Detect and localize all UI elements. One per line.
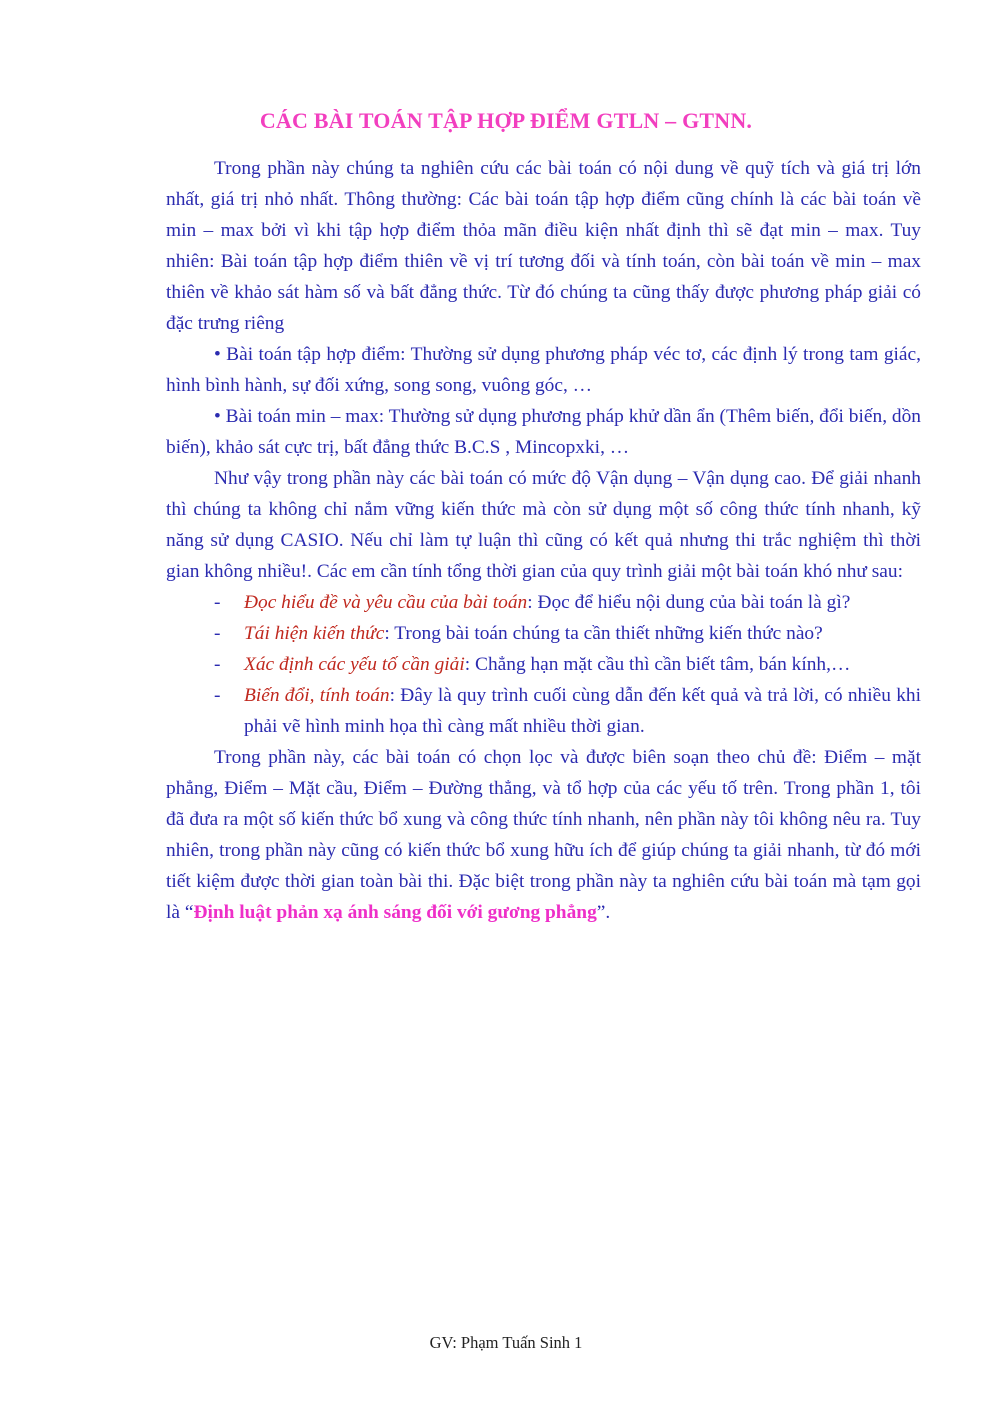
intro-paragraph: Trong phần này chúng ta nghiên cứu các bài toán có nội dung về quỹ tích và giá trị lớn nhất, giá trị nhỏ nhất. Thông thường: Các bài toán tập hợp điểm cũng chính là các bài toán về min – max bởi vì khi tập hợp điểm thỏa mãn điều kiện nhất định thì sẽ đạt min – max. Tuy nhiên: Bài toán tập hợp điểm thiên về vị trí tương đối và tính toán, còn bài toán về min – max thiên về khảo sát hàm số và bất đẳng thức. Từ đó chúng ta cũng thấy được phương pháp giải có đặc trưng riêng xyxy=(166,158,921,334)
step-term: Xác định các yếu tố cần giải xyxy=(244,654,465,675)
dash-marker: - xyxy=(214,654,221,675)
document-body xyxy=(166,153,921,928)
method-paragraph: Như vậy trong phần này các bài toán có mức độ Vận dụng – Vận dụng cao. Để giải nhanh thì chúng ta không chỉ nắm vững kiến thức mà còn sử dụng một số công thức tính nhanh, kỹ năng sử dụng CASIO. Nếu chỉ làm tự luận thì cũng có kết quả nhưng thi trắc nghiệm thì thời gian không nhiều!. Các em cần tính tổng thời gian của quy trình giải một bài toán khó như sau: xyxy=(166,468,921,582)
page-title: CÁC BÀI TOÁN TẬP HỢP ĐIỂM GTLN – GTNN. xyxy=(259,108,753,133)
step-term: Đọc hiểu đề và yêu cầu của bài toán xyxy=(244,592,528,613)
closing-paragraph xyxy=(166,742,921,928)
list-item xyxy=(166,649,921,680)
closing-text: Trong phần này, các bài toán có chọn lọc và được biên soạn theo chủ đề: Điểm – mặt phẳng, Điểm – Mặt cầu, Điểm – Đường thẳng, và tổ hợp của các yếu tố trên. Trong phần 1, tôi đã đưa ra một số kiến thức bổ xung và công thức tính nhanh, nên phần này tôi không nêu ra. Tuy nhiên, trong phần này cũng có kiến thức bổ xung hữu ích để giúp chúng ta giải nhanh, từ đó mới tiết kiệm được thời gian toàn bài thi. Đặc biệt trong phần này ta nghiên cứu bài toán mà tạm gọi là “ xyxy=(166,747,921,923)
list-item xyxy=(166,587,921,618)
page-footer: GV: Phạm Tuấn Sinh 1 xyxy=(429,1333,583,1352)
step-text: : Trong bài toán chúng ta cần thiết những kiến thức nào? xyxy=(384,623,823,644)
bullet-min-max: • Bài toán min – max: Thường sử dụng phương pháp khử dần ẩn (Thêm biến, đổi biến, dồn biến), khảo sát cực trị, bất đẳng thức B.C.S , Mincopxki, … xyxy=(166,406,921,458)
dash-marker: - xyxy=(214,592,221,613)
list-item xyxy=(166,618,921,649)
highlight-phrase: Định luật phản xạ ánh sáng đối với gương phẳng xyxy=(193,902,597,923)
dash-marker: - xyxy=(214,623,221,644)
step-term: Tái hiện kiến thức xyxy=(244,623,385,644)
closing-end: ”. xyxy=(596,902,611,923)
step-term: Biến đổi, tính toán xyxy=(244,685,390,706)
step-text: : Đây là quy trình cuối cùng dẫn đến kết quả và trả lời, có nhiều khi phải vẽ hình minh họa thì càng mất nhiều thời gian. xyxy=(244,685,921,737)
step-text: : Chẳng hạn mặt cầu thì cần biết tâm, bán kính,… xyxy=(464,654,851,675)
dash-marker: - xyxy=(214,685,221,706)
list-item xyxy=(166,680,921,742)
bullet-point-set: • Bài toán tập hợp điểm: Thường sử dụng phương pháp véc tơ, các định lý trong tam giác, hình bình hành, sự đối xứng, song song, vuông góc, … xyxy=(166,344,921,396)
step-text: : Đọc để hiểu nội dung của bài toán là gì? xyxy=(527,592,851,613)
steps-list xyxy=(166,587,921,742)
